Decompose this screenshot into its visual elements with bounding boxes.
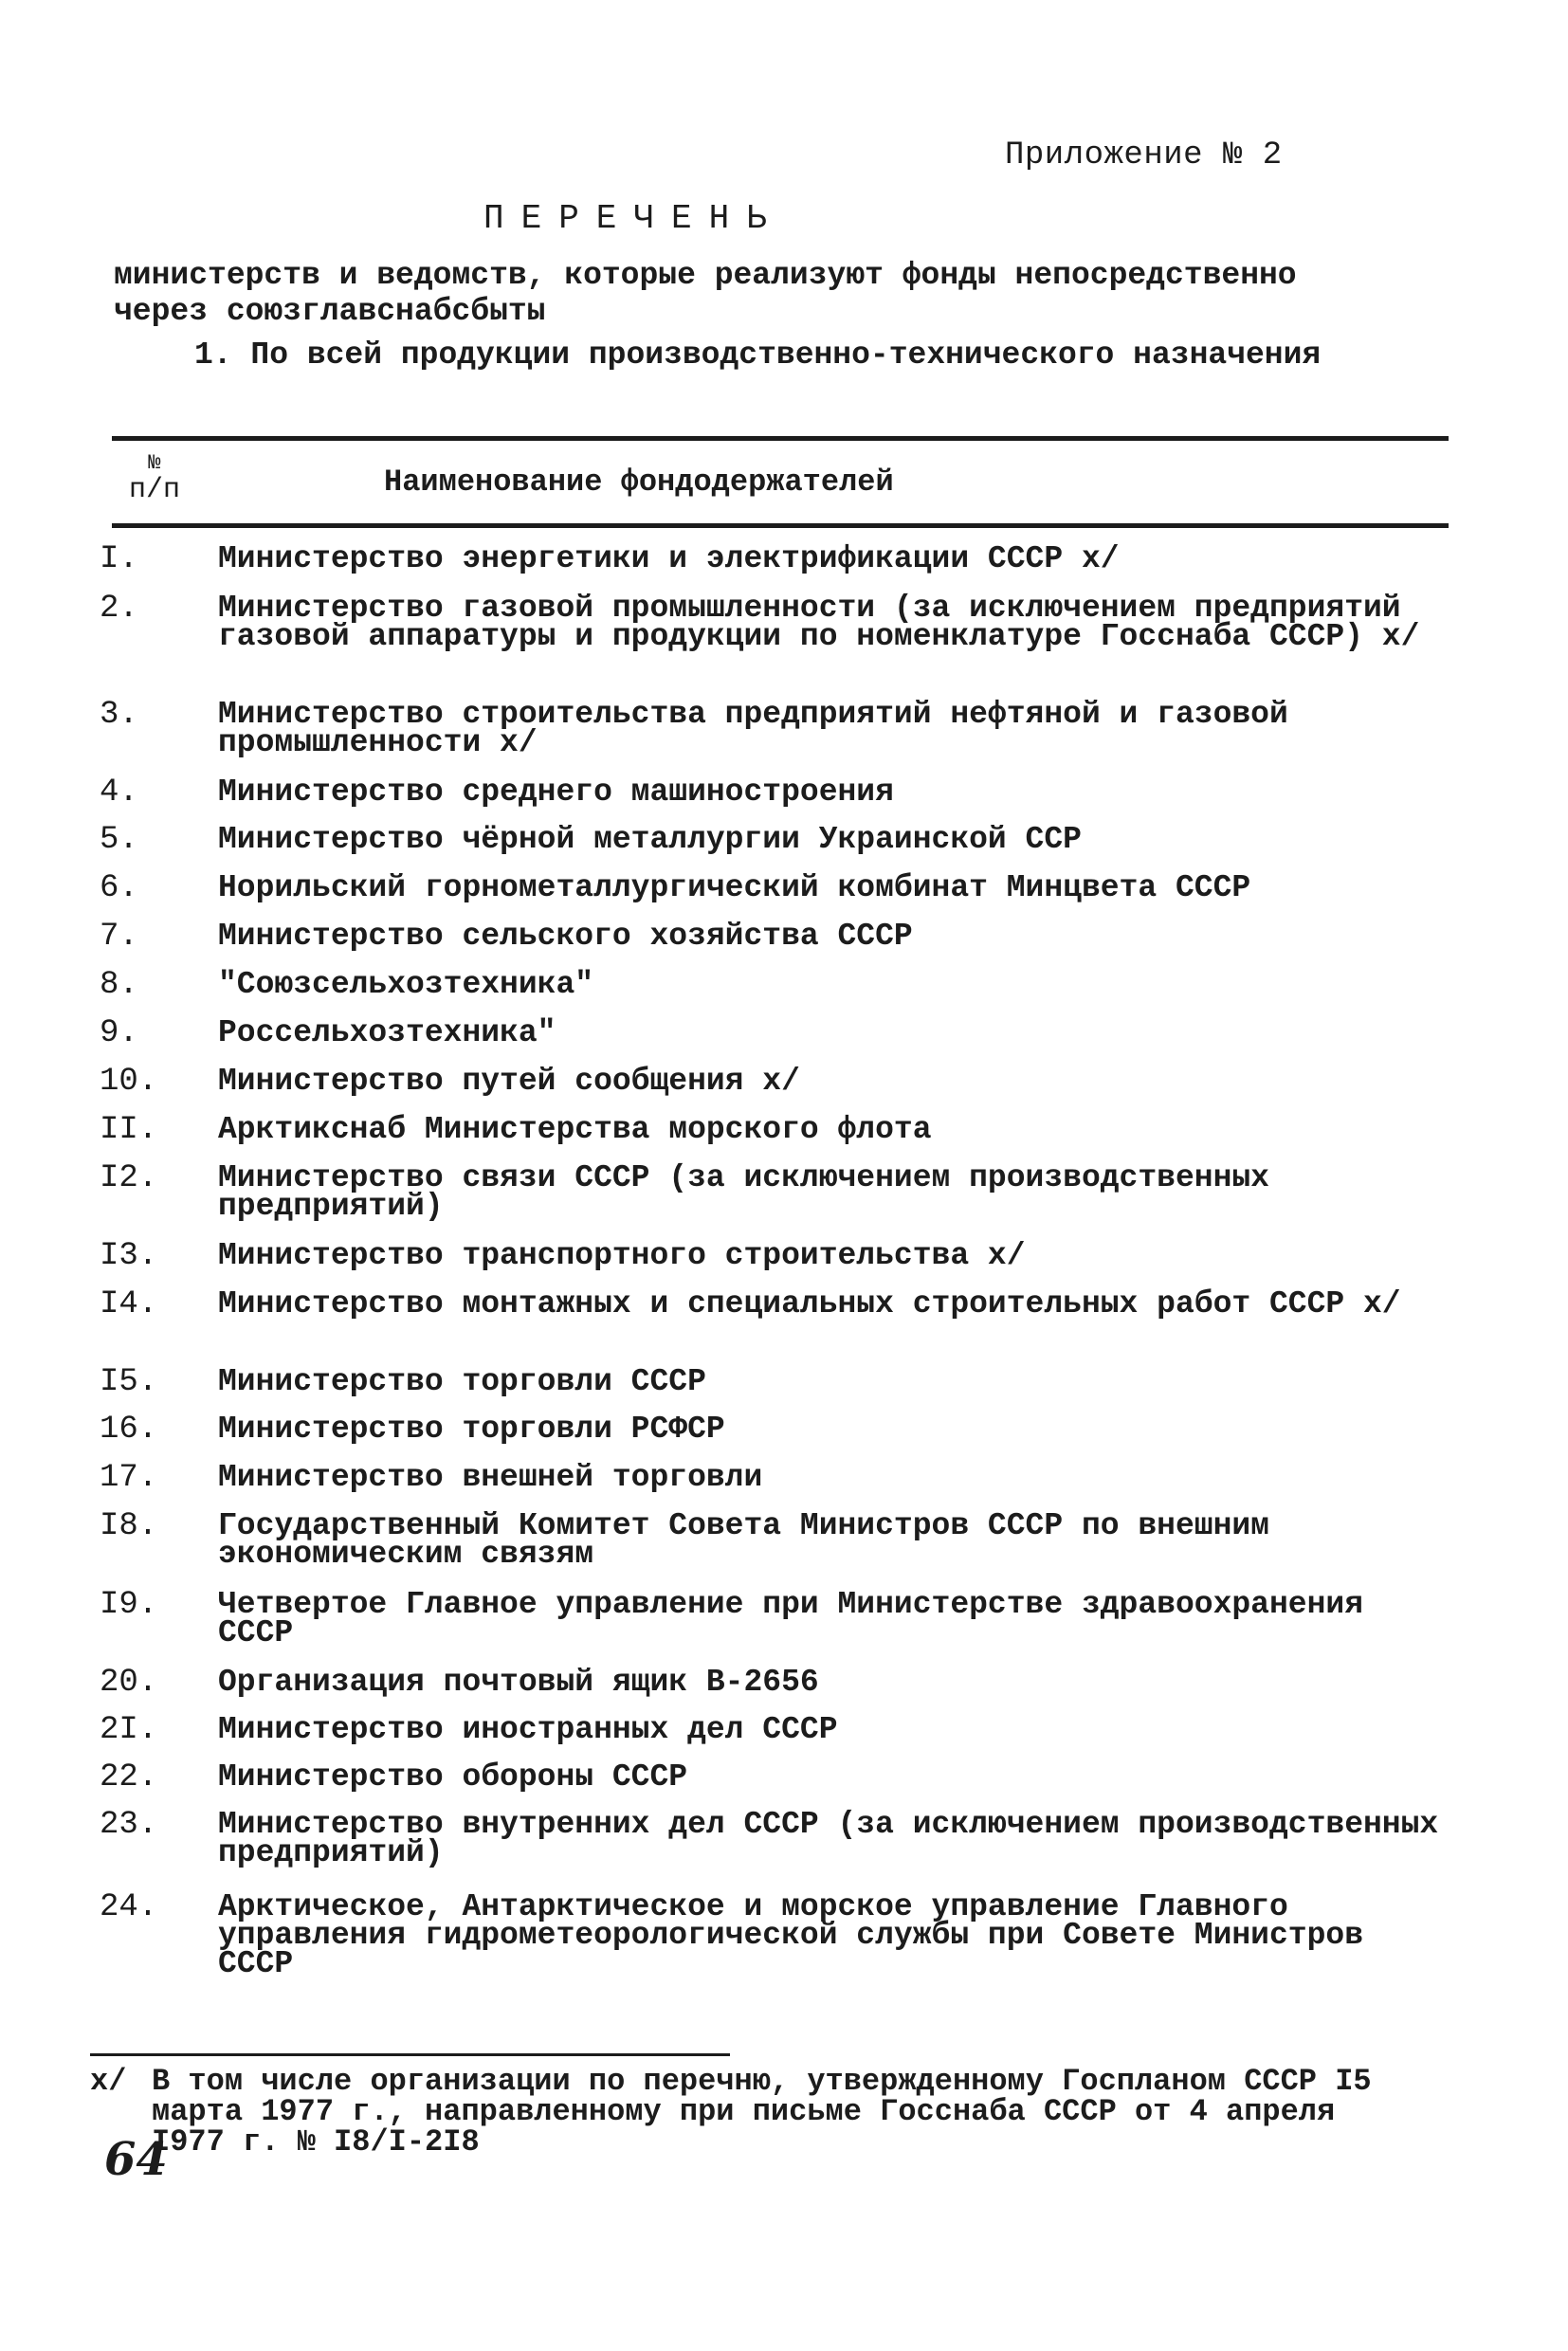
table-row <box>0 1508 1568 1591</box>
row-number: I3. <box>100 1238 158 1274</box>
row-number: 2I. <box>100 1712 158 1748</box>
table-row <box>0 1238 1568 1290</box>
table-row <box>0 541 1568 594</box>
row-name: Министерство энергетики и электрификации СССР x/ <box>218 541 1120 576</box>
table-row <box>0 1587 1568 1668</box>
row-number: I8. <box>100 1508 158 1544</box>
row-name: Министерство транспортного строительства x/ <box>218 1238 1026 1273</box>
row-name: Министерство путей сообщения x/ <box>218 1064 800 1099</box>
table-row <box>0 822 1568 874</box>
row-name: Министерство связи СССР (за исключением производственных предприятий) <box>218 1160 1269 1224</box>
table-row <box>0 1889 1568 1988</box>
row-name: Министерство обороны СССР <box>218 1759 688 1795</box>
number-symbol: № <box>148 451 161 475</box>
row-name: Министерство внешней торговли <box>218 1460 763 1495</box>
handwritten-page-number: 64 <box>104 2133 168 2186</box>
row-number: 23. <box>100 1807 158 1843</box>
row-number: 24. <box>100 1889 158 1925</box>
row-number: 22. <box>100 1759 158 1795</box>
table-row <box>0 870 1568 922</box>
row-number: 10. <box>100 1064 158 1100</box>
row-name: Министерство монтажных и специальных строительных работ СССР x/ <box>218 1286 1401 1321</box>
row-name: Четвертое Главное управление при Министерстве здравоохранения СССР <box>218 1587 1363 1650</box>
row-number: I9. <box>100 1587 158 1623</box>
number-label: п/п <box>128 474 180 506</box>
table-row <box>0 1665 1568 1716</box>
row-name: Министерство иностранных дел СССР <box>218 1712 838 1747</box>
table-row <box>0 919 1568 971</box>
row-name: Арктикснаб Министерства морского флота <box>218 1112 932 1147</box>
table-row <box>0 1460 1568 1512</box>
row-name: Норильский горнометаллургический комбинат Минцвета СССР <box>218 870 1251 905</box>
table-header-number <box>112 453 197 506</box>
row-name: Министерство газовой промышленности (за исключением предприятий газовой аппаратуры и продукции по номенклатуре Госснаба СССР) x/ <box>218 591 1420 654</box>
table-row <box>0 1112 1568 1164</box>
row-number: 4. <box>100 775 138 811</box>
row-number: I. <box>100 541 138 577</box>
row-number: 8. <box>100 967 138 1003</box>
row-number: I5. <box>100 1364 158 1400</box>
table-header-rule <box>112 523 1449 528</box>
table-row <box>0 697 1568 778</box>
table-body <box>0 541 1568 1988</box>
table-row <box>0 1807 1568 1893</box>
document-title: ПЕРЕЧЕНЬ <box>483 199 784 238</box>
section-heading: 1. По всей продукции производственно-технического назначения <box>194 337 1322 373</box>
row-number: I4. <box>100 1286 158 1322</box>
table-top-rule <box>112 436 1449 441</box>
row-name: Министерство среднего машиностроения <box>218 775 894 810</box>
row-number: 3. <box>100 697 138 733</box>
row-name: "Союзсельхозтехника" <box>218 967 594 1002</box>
table-row <box>0 1015 1568 1067</box>
row-number: 7. <box>100 919 138 955</box>
row-number: I2. <box>100 1160 158 1196</box>
row-number: 17. <box>100 1460 158 1496</box>
row-number: 20. <box>100 1665 158 1701</box>
row-name: Министерство строительства предприятий нефтяной и газовой промышленности x/ <box>218 697 1288 760</box>
table-row <box>0 1712 1568 1763</box>
table-row <box>0 1160 1568 1242</box>
table-row <box>0 1286 1568 1368</box>
footnote-separator <box>90 2053 730 2056</box>
table-row <box>0 1759 1568 1811</box>
document-subtitle: министерств и ведомств, которые реализуют фонды непосредственно через союзглавснабсбыты <box>114 258 1297 329</box>
row-name: Арктическое, Антарктическое и морское управление Главного управления гидрометеорологической службы при Совете Министров СССР <box>218 1889 1363 1981</box>
table-row <box>0 1412 1568 1464</box>
row-name: Организация почтовый ящик В-2656 <box>218 1665 819 1700</box>
table-row <box>0 967 1568 1019</box>
row-number: 5. <box>100 822 138 858</box>
row-number: 2. <box>100 591 138 627</box>
table-header-name: Наименование фондодержателей <box>384 465 894 500</box>
row-name: Россельхозтехника" <box>218 1015 556 1050</box>
table-row <box>0 1064 1568 1116</box>
row-name: Министерство сельского хозяйства СССР <box>218 919 913 954</box>
footnote-text: В том числе организации по перечню, утвержденному Госпланом СССР I5 марта 1977 г., направленному при письме Госснаба СССР от 4 апреля I977 г. № I8/I-2I8 <box>152 2064 1372 2160</box>
row-number: II. <box>100 1112 158 1148</box>
row-number: 6. <box>100 870 138 906</box>
table-row <box>0 1364 1568 1415</box>
footnote-marker: x/ <box>90 2064 127 2099</box>
appendix-label: Приложение № 2 <box>1005 137 1283 173</box>
table-row <box>0 591 1568 701</box>
row-number: 16. <box>100 1412 158 1448</box>
row-name: Министерство чёрной металлургии Украинской ССР <box>218 822 1082 857</box>
row-name: Государственный Комитет Совета Министров СССР по внешним экономическим связям <box>218 1508 1269 1572</box>
row-name: Министерство торговли СССР <box>218 1364 706 1399</box>
row-name: Министерство торговли РСФСР <box>218 1412 725 1447</box>
row-name: Министерство внутренних дел СССР (за исключением производственных предприятий) <box>218 1807 1439 1870</box>
table-row <box>0 775 1568 826</box>
row-number: 9. <box>100 1015 138 1051</box>
